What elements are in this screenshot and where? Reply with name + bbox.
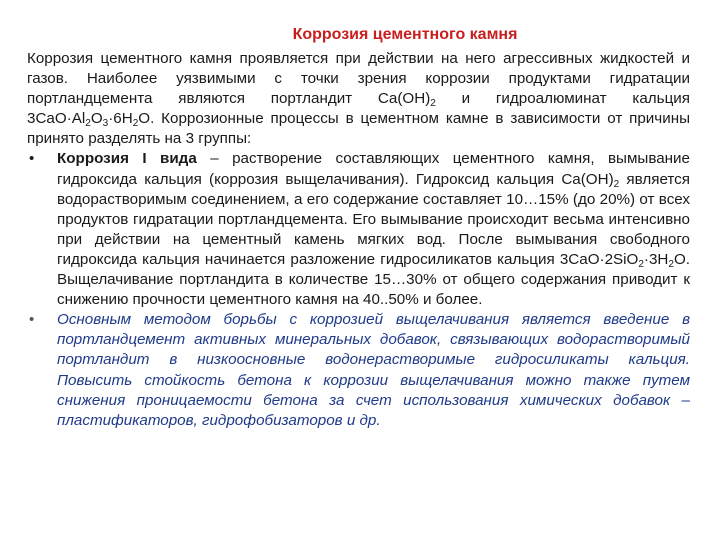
bullet1-text-1: – растворение составляющих цементного камня, вымывание гидроксида кальция (коррозия выщелачивания). Гидроксид кальция Ca(OH) — [57, 150, 690, 188]
bullet-dot-icon: • — [29, 311, 35, 329]
bullet1-text-3: ·3H — [643, 250, 669, 268]
intro-sub-1: 2 — [430, 98, 436, 110]
bullet1-text-4: O. Выщелачивание портландита в количестве 15…30% от общего содержания приводит к снижению прочности цементного камня на 40..50% и более. — [57, 250, 690, 309]
bullet1-text-2: является водорастворимым соединением, а его содержание составляет 10…15% (до 20%) от всех продуктов гидратации портландцемента. Его вымывание происходит весьма интенсивно при действии на цементный камень мягких вод. После вымывания свободного гидроксида кальция начинается разложение гидросиликатов кальция 3CaO·2SiO — [57, 170, 690, 268]
intro-text-1: Коррозия цементного камня проявляется при действии на него агрессивных жидкостей и газов. Наиболее уязвимыми с точки зрения коррозии продуктами гидратации портландцемента являются портландит Ca(OH) — [27, 50, 690, 108]
bullet1-bold-heading: Коррозия I вида — [57, 150, 197, 168]
intro-text-5: O. Коррозионные процессы в цементном камне в зависимости от причины принято разделять на 3 группы: — [27, 110, 690, 148]
bullet1-sub-3: 2 — [668, 258, 674, 270]
slide-title: Коррозия цементного камня — [292, 26, 518, 43]
bullet-dot-icon: • — [29, 150, 35, 168]
bullet-list — [27, 149, 690, 430]
slide-body — [27, 49, 690, 431]
bullet1-sub-2: 2 — [638, 258, 644, 270]
intro-sub-3: 3 — [102, 118, 109, 130]
intro-text-2: и гидроалюминат кальция 3CaO·Al — [27, 90, 690, 128]
intro-sub-2: 2 — [85, 118, 91, 130]
bullet-item-protection-method — [27, 310, 690, 431]
bullet1-sub-1: 2 — [613, 178, 620, 190]
intro-text-4: ·6H — [108, 110, 133, 128]
bullet2-italic-text: Основным методом борьбы с коррозией выщелачивания является введение в портландцемент активных минеральных добавок, связывающих водорастворимый портландит в низкоосновные водонерастворимые гидросиликаты кальция. Повысить стойкость бетона к коррозии выщелачивания можно также путем снижения проницаемости бетона за счет использования химических добавок – пластификаторов, гидрофобизаторов и др. — [57, 311, 690, 429]
intro-text-3: O — [90, 110, 103, 128]
bullet-item-corrosion-type-1 — [27, 149, 690, 310]
intro-sub-4: 2 — [132, 118, 139, 130]
intro-paragraph — [27, 49, 690, 149]
